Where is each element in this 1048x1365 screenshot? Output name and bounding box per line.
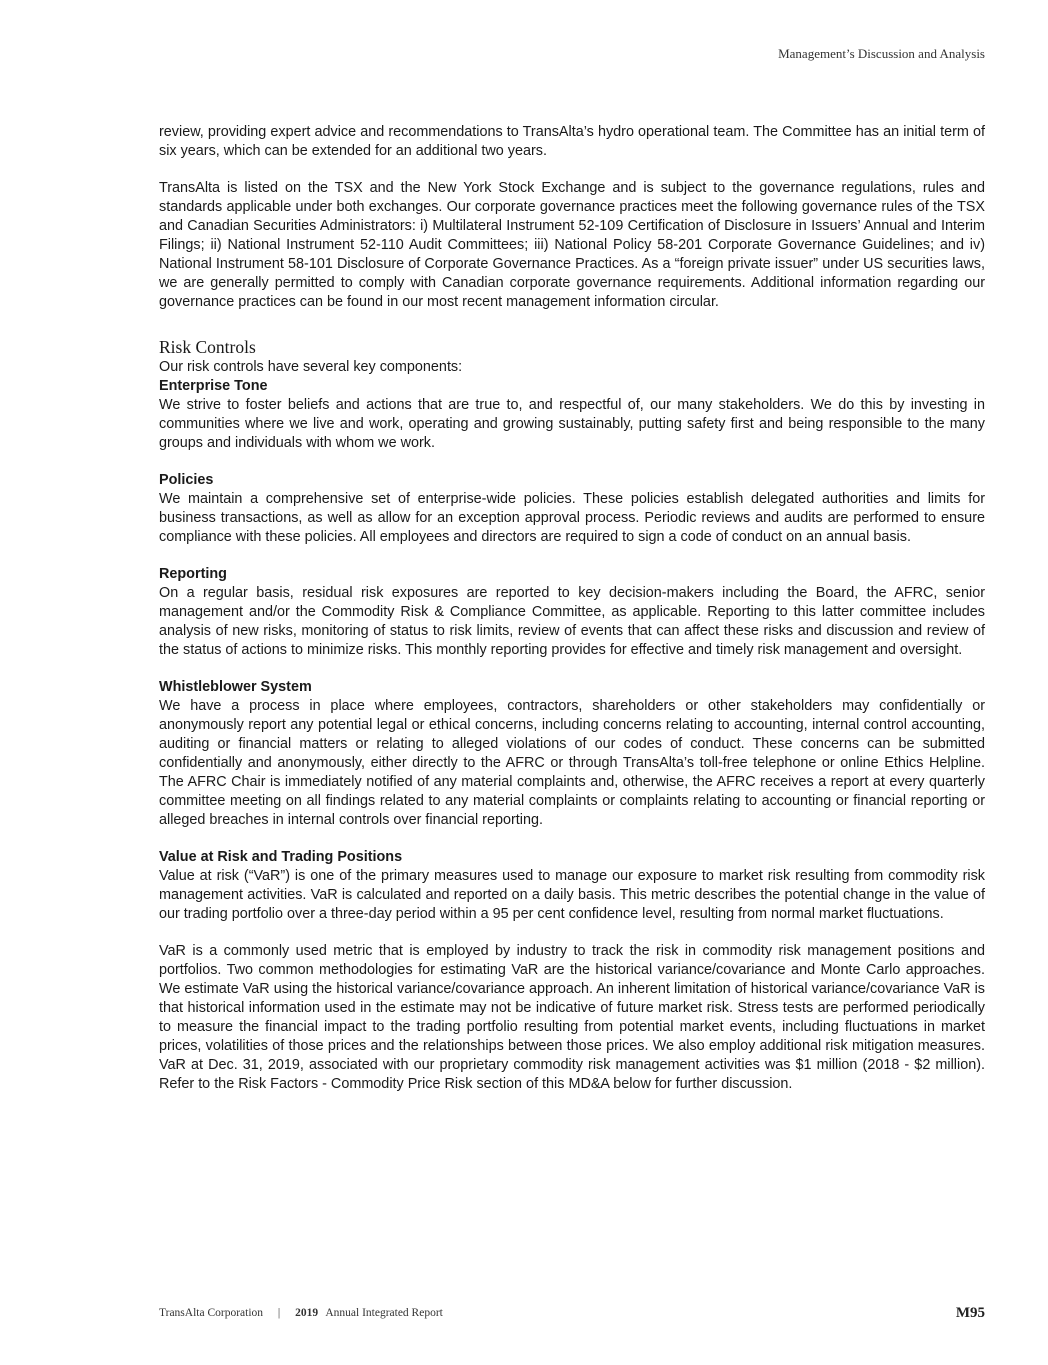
subhead-reporting: Reporting (159, 566, 227, 582)
paragraph-var-2: VaR is a commonly used metric that is employed by industry to track the risk in commodity risk management positions and portfolios. Two common methodologies for estimating VaR are the historical variance/covariance and Monte Carlo approaches. We estimate VaR using the historical variance/covariance approach. An inherent limitation of historical variance/covariance VaR is that historical information used in the estimate may not be indicative of future market risk. Stress tests are performed periodically to measure the financial impact to the trading portfolio resulting from potential market events, including fluctuations in market prices, volatilities of those prices and the relationships between those prices. We also employ additional risk mitigation measures. VaR at Dec. 31, 2019, associated with our proprietary commodity risk management activities was $1 million (2018 - $2 million). Refer to the Risk Factors - Commodity Price Risk section of this MD&A below for further discussion. (159, 943, 985, 1092)
section-title-risk-controls: Risk Controls (159, 337, 256, 357)
footer-separator: | (277, 1307, 281, 1319)
footer-report-name: Annual Integrated Report (325, 1307, 443, 1319)
subhead-value-at-risk: Value at Risk and Trading Positions (159, 849, 403, 865)
risk-controls-intro: Our risk controls have several key components: (159, 359, 463, 375)
paragraph-enterprise-tone: We strive to foster beliefs and actions that are true to, and respectful of, our many stakeholders. We do this by investing in communities where we live and work, operating and growing sustainably, putting safety first and being responsible to the many groups and individuals with whom we work. (159, 397, 985, 451)
paragraph-whistleblower: We have a process in place where employees, contractors, shareholders or other stakeholders may confidentially or anonymously report any potential legal or ethical concerns, including concerns relating to accounting, internal control accounting, auditing or financial matters or relating to alleged violations of our codes of conduct. These concerns can be submitted confidentially and anonymously, either directly to the AFRC or through TransAlta’s toll-free telephone or online Ethics Helpline. The AFRC Chair is immediately notified of any material complaints and, otherwise, the AFRC receives a report at every quarterly committee meeting on all findings related to any material complaints or complaints relating to accounting or financial reporting or alleged breaches in internal controls over financial reporting. (159, 698, 985, 828)
subhead-enterprise-tone: Enterprise Tone (159, 378, 268, 394)
footer-company: TransAlta Corporation (159, 1307, 264, 1319)
running-head: Management’s Discussion and Analysis (778, 46, 985, 61)
paragraph-hydro-committee: review, providing expert advice and recommendations to TransAlta’s hydro operational team. The Committee has an initial term of six years, which can be extended for an additional two years. (159, 124, 985, 159)
page-number: M95 (955, 1305, 985, 1321)
document-body (159, 123, 985, 1094)
footer-publication (159, 1307, 443, 1319)
footer-year: 2019 (295, 1307, 319, 1319)
paragraph-governance: TransAlta is listed on the TSX and the New York Stock Exchange and is subject to the governance regulations, rules and standards applicable under both exchanges. Our corporate governance practices meet the following governance rules of the TSX and Canadian Securities Administrators: i) Multilateral Instrument 52-109 Certification of Disclosure in Issuers’ Annual and Interim Filings; ii) National Instrument 52-110 Audit Committees; iii) National Policy 58-201 Corporate Governance Guidelines; and iv) National Instrument 58-101 Disclosure of Corporate Governance Practices. As a “foreign private issuer” under US securities laws, we are generally permitted to comply with Canadian corporate governance requirements. Additional information regarding our governance practices can be found in our most recent management information circular. (159, 180, 985, 310)
paragraph-var-1: Value at risk (“VaR”) is one of the primary measures used to manage our exposure to market risk resulting from commodity risk management activities. VaR is calculated and reported on a daily basis. This metric describes the potential change in the value of our trading portfolio over a three-day period within a 95 per cent confidence level, resulting from normal market fluctuations. (159, 868, 985, 922)
subhead-policies: Policies (159, 472, 214, 488)
paragraph-policies: We maintain a comprehensive set of enterprise-wide policies. These policies establish delegated authorities and limits for business transactions, as well as allow for an exception approval process. Periodic reviews and audits are performed to ensure compliance with these policies. All employees and directors are required to sign a code of conduct on an annual basis. (159, 491, 985, 545)
paragraph-reporting: On a regular basis, residual risk exposures are reported to key decision-makers including the Board, the AFRC, senior management and/or the Commodity Risk & Compliance Committee, as applicable. Reporting to this latter committee includes analysis of new risks, monitoring of status to risk limits, review of events that can affect these risks and discussion and review of the status of actions to minimize risks. This monthly reporting provides for effective and timely risk management and oversight. (159, 585, 985, 658)
subhead-whistleblower: Whistleblower System (159, 679, 312, 695)
